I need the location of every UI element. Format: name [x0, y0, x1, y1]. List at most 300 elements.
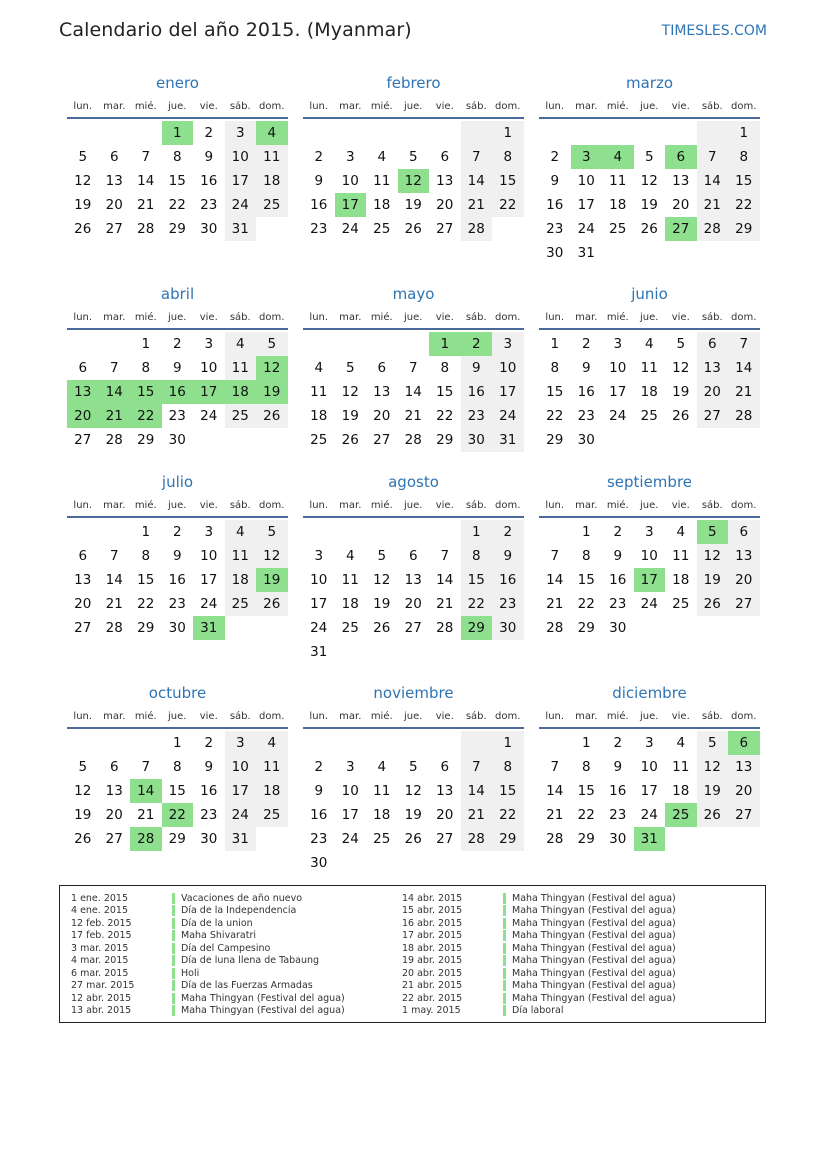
- legend-row: [391, 955, 676, 968]
- day-cell: 14: [697, 169, 729, 193]
- empty-cell: [728, 428, 760, 452]
- weekday-label: sáb.: [701, 710, 723, 722]
- weekday-header: [539, 494, 760, 516]
- month-noviembre: [303, 683, 524, 875]
- empty-cell: [665, 616, 697, 640]
- header-rule: [539, 328, 760, 330]
- day-cell: 21: [137, 807, 155, 823]
- day-cell: 5: [78, 149, 88, 165]
- day-cell: 17: [492, 380, 524, 404]
- day-cell: 28: [404, 432, 422, 448]
- day-cell: 15: [546, 384, 564, 400]
- empty-cell: [539, 731, 571, 755]
- day-cell: 29: [492, 827, 524, 851]
- day-cell: 25: [256, 803, 288, 827]
- legend-color-bar: [172, 1005, 175, 1016]
- day-cell: 7: [461, 755, 493, 779]
- day-cell: 2: [204, 125, 214, 141]
- day-cell: 23: [310, 831, 328, 847]
- empty-cell: [335, 851, 367, 875]
- month-name: abril: [160, 285, 195, 303]
- legend-date: 14 abr. 2015: [402, 892, 463, 904]
- month-name: octubre: [148, 684, 207, 702]
- weekday-label: mié.: [606, 499, 629, 511]
- day-cell: 17: [310, 596, 328, 612]
- weekday-label: mar.: [103, 311, 126, 323]
- legend-color-bar: [172, 955, 175, 966]
- day-cell: 4: [676, 524, 686, 540]
- holiday-day: 14: [130, 779, 162, 803]
- holiday-day: 14: [99, 380, 131, 404]
- day-cell: 8: [141, 360, 151, 376]
- weekday-header: [303, 306, 524, 328]
- day-cell: 22: [492, 193, 524, 217]
- legend-row: [60, 905, 345, 918]
- day-cell: 6: [377, 360, 387, 376]
- empty-cell: [665, 241, 697, 265]
- legend-date: 3 mar. 2015: [71, 942, 129, 954]
- empty-cell: [697, 121, 729, 145]
- holiday-day: 1: [162, 121, 194, 145]
- day-cell: 27: [728, 803, 760, 827]
- month-name: noviembre: [373, 684, 454, 702]
- day-cell: 8: [440, 360, 450, 376]
- day-grid: [67, 520, 288, 640]
- weekday-label: dom.: [731, 311, 757, 323]
- day-cell: 26: [373, 620, 391, 636]
- day-cell: 30: [168, 432, 186, 448]
- day-cell: 3: [314, 548, 324, 564]
- weekday-label: mié.: [134, 499, 157, 511]
- day-cell: 6: [408, 548, 418, 564]
- day-cell: 31: [577, 245, 595, 261]
- day-cell: 24: [225, 803, 257, 827]
- day-cell: 4: [225, 520, 257, 544]
- day-cell: 30: [461, 428, 493, 452]
- month-name: mayo: [392, 285, 435, 303]
- day-cell: 28: [546, 620, 564, 636]
- holiday-day: 13: [67, 380, 99, 404]
- day-cell: 9: [613, 548, 623, 564]
- weekday-label: dom.: [731, 499, 757, 511]
- weekday-label: dom.: [495, 311, 521, 323]
- empty-cell: [492, 217, 524, 241]
- day-cell: 4: [377, 759, 387, 775]
- empty-cell: [130, 121, 162, 145]
- day-cell: 10: [577, 173, 595, 189]
- empty-cell: [67, 121, 99, 145]
- legend-color-bar: [503, 930, 506, 941]
- day-cell: 5: [377, 548, 387, 564]
- day-cell: 5: [697, 731, 729, 755]
- day-cell: 1: [141, 336, 151, 352]
- day-cell: 24: [225, 193, 257, 217]
- holiday-day: 31: [634, 827, 666, 851]
- day-cell: 3: [204, 336, 214, 352]
- day-cell: 13: [373, 384, 391, 400]
- header-rule: [539, 117, 760, 119]
- legend-date: 1 may. 2015: [402, 1005, 461, 1017]
- empty-cell: [335, 520, 367, 544]
- day-cell: 16: [461, 380, 493, 404]
- legend-row: [391, 967, 676, 980]
- day-cell: 30: [609, 831, 627, 847]
- day-cell: 28: [436, 620, 454, 636]
- day-cell: 8: [492, 755, 524, 779]
- day-grid: [303, 332, 524, 452]
- day-cell: 13: [74, 572, 92, 588]
- weekday-label: mié.: [370, 710, 393, 722]
- day-cell: 17: [225, 779, 257, 803]
- day-cell: 14: [461, 169, 493, 193]
- day-cell: 1: [461, 520, 493, 544]
- month-septiembre: [539, 472, 760, 640]
- day-cell: 8: [141, 548, 151, 564]
- empty-cell: [256, 616, 288, 640]
- day-cell: 26: [640, 221, 658, 237]
- month-agosto: [303, 472, 524, 664]
- empty-cell: [303, 121, 335, 145]
- day-cell: 14: [728, 356, 760, 380]
- weekday-label: mié.: [134, 311, 157, 323]
- empty-cell: [366, 121, 398, 145]
- day-cell: 3: [644, 735, 654, 751]
- month-enero: [67, 73, 288, 241]
- day-cell: 2: [172, 336, 182, 352]
- day-cell: 28: [137, 221, 155, 237]
- month-marzo: [539, 73, 760, 265]
- day-cell: 2: [613, 524, 623, 540]
- legend-color-bar: [503, 905, 506, 916]
- legend-date: 19 abr. 2015: [402, 955, 463, 967]
- legend-row: [391, 992, 676, 1005]
- day-cell: 29: [577, 831, 595, 847]
- day-cell: 3: [225, 121, 257, 145]
- empty-cell: [225, 616, 257, 640]
- month-octubre: [67, 683, 288, 851]
- holiday-day: 29: [461, 616, 493, 640]
- day-cell: 18: [225, 568, 257, 592]
- day-cell: 22: [577, 596, 595, 612]
- day-cell: 13: [728, 544, 760, 568]
- empty-cell: [366, 731, 398, 755]
- legend-date: 12 abr. 2015: [71, 992, 132, 1004]
- day-cell: 5: [676, 336, 686, 352]
- legend-row: [60, 930, 345, 943]
- weekday-header: [303, 705, 524, 727]
- day-grid: [67, 731, 288, 851]
- day-cell: 12: [697, 755, 729, 779]
- day-cell: 31: [225, 217, 257, 241]
- day-cell: 29: [137, 620, 155, 636]
- day-cell: 1: [492, 731, 524, 755]
- day-cell: 15: [168, 783, 186, 799]
- day-cell: 5: [345, 360, 355, 376]
- day-cell: 9: [550, 173, 560, 189]
- holiday-day: 1: [429, 332, 461, 356]
- day-cell: 4: [377, 149, 387, 165]
- day-cell: 26: [74, 831, 92, 847]
- weekday-label: jue.: [168, 499, 187, 511]
- holiday-day: 22: [130, 404, 162, 428]
- day-cell: 8: [581, 548, 591, 564]
- day-cell: 16: [200, 783, 218, 799]
- empty-cell: [602, 121, 634, 145]
- day-cell: 16: [577, 384, 595, 400]
- day-cell: 13: [728, 755, 760, 779]
- day-cell: 15: [492, 169, 524, 193]
- weekday-label: mar.: [339, 499, 362, 511]
- day-cell: 7: [408, 360, 418, 376]
- weekday-label: mar.: [339, 710, 362, 722]
- weekday-label: sáb.: [465, 499, 487, 511]
- day-cell: 19: [697, 779, 729, 803]
- weekday-label: mié.: [606, 710, 629, 722]
- day-cell: 20: [436, 807, 454, 823]
- empty-cell: [335, 332, 367, 356]
- empty-cell: [634, 241, 666, 265]
- day-cell: 10: [225, 755, 257, 779]
- day-cell: 12: [697, 544, 729, 568]
- day-cell: 15: [436, 384, 454, 400]
- day-cell: 14: [436, 572, 454, 588]
- day-cell: 3: [204, 524, 214, 540]
- legend-holiday-name: Maha Thingyan (Festival del agua): [512, 992, 676, 1004]
- day-cell: 19: [74, 807, 92, 823]
- legend-color-bar: [172, 993, 175, 1004]
- day-cell: 12: [74, 783, 92, 799]
- day-cell: 23: [200, 807, 218, 823]
- weekday-label: mar.: [103, 499, 126, 511]
- holiday-day: 15: [130, 380, 162, 404]
- day-cell: 29: [168, 831, 186, 847]
- holiday-day: 18: [225, 380, 257, 404]
- day-cell: 2: [172, 524, 182, 540]
- weekday-label: jue.: [640, 499, 659, 511]
- day-cell: 13: [105, 173, 123, 189]
- day-cell: 6: [109, 759, 119, 775]
- day-cell: 16: [609, 783, 627, 799]
- weekday-label: jue.: [404, 710, 423, 722]
- day-cell: 4: [314, 360, 324, 376]
- day-cell: 5: [78, 759, 88, 775]
- holiday-day: 22: [162, 803, 194, 827]
- day-cell: 20: [728, 779, 760, 803]
- weekday-label: mar.: [339, 311, 362, 323]
- holiday-day: 17: [193, 380, 225, 404]
- legend-color-bar: [503, 980, 506, 991]
- day-cell: 27: [105, 221, 123, 237]
- empty-cell: [256, 217, 288, 241]
- page-title: Calendario del año 2015. (Myanmar): [59, 19, 412, 41]
- legend-holiday-name: Día del Campesino: [181, 942, 271, 954]
- empty-cell: [366, 640, 398, 664]
- day-cell: 17: [200, 572, 218, 588]
- day-cell: 24: [310, 620, 328, 636]
- legend-date: 15 abr. 2015: [402, 905, 463, 917]
- weekday-label: mié.: [370, 311, 393, 323]
- day-cell: 1: [581, 735, 591, 751]
- day-cell: 21: [546, 807, 564, 823]
- day-cell: 31: [225, 827, 257, 851]
- weekday-label: jue.: [168, 100, 187, 112]
- month-febrero: [303, 73, 524, 241]
- day-cell: 30: [609, 620, 627, 636]
- day-cell: 4: [256, 731, 288, 755]
- day-cell: 19: [341, 408, 359, 424]
- day-cell: 29: [546, 432, 564, 448]
- day-cell: 3: [492, 332, 524, 356]
- day-cell: 9: [314, 173, 324, 189]
- day-cell: 26: [672, 408, 690, 424]
- day-cell: 6: [728, 520, 760, 544]
- month-name: junio: [631, 285, 668, 303]
- legend-date: 22 abr. 2015: [402, 992, 463, 1004]
- holiday-day: 5: [697, 520, 729, 544]
- day-cell: 9: [613, 759, 623, 775]
- day-cell: 14: [546, 783, 564, 799]
- weekday-label: mié.: [134, 100, 157, 112]
- day-cell: 7: [109, 360, 119, 376]
- legend-color-bar: [172, 918, 175, 929]
- empty-cell: [335, 640, 367, 664]
- day-cell: 16: [609, 572, 627, 588]
- weekday-label: jue.: [168, 311, 187, 323]
- day-cell: 22: [728, 193, 760, 217]
- legend-holiday-name: Maha Thingyan (Festival del agua): [512, 930, 676, 942]
- weekday-label: mar.: [575, 499, 598, 511]
- legend-color-bar: [172, 980, 175, 991]
- weekday-label: lun.: [309, 499, 329, 511]
- weekday-header: [67, 306, 288, 328]
- day-cell: 25: [672, 596, 690, 612]
- day-cell: 11: [225, 356, 257, 380]
- weekday-label: dom.: [731, 710, 757, 722]
- day-cell: 7: [550, 548, 560, 564]
- day-cell: 2: [550, 149, 560, 165]
- day-cell: 19: [74, 197, 92, 213]
- empty-cell: [429, 520, 461, 544]
- day-cell: 6: [440, 149, 450, 165]
- holiday-day: 12: [398, 169, 430, 193]
- legend-holiday-name: Maha Thingyan (Festival del agua): [512, 942, 676, 954]
- day-cell: 24: [577, 221, 595, 237]
- day-cell: 26: [404, 221, 422, 237]
- weekday-label: mié.: [370, 100, 393, 112]
- day-cell: 18: [373, 807, 391, 823]
- day-cell: 6: [78, 360, 88, 376]
- empty-cell: [461, 121, 493, 145]
- legend-holiday-name: Día de la Independencia: [181, 905, 297, 917]
- day-cell: 17: [609, 384, 627, 400]
- day-cell: 19: [672, 384, 690, 400]
- weekday-label: vie.: [199, 100, 218, 112]
- legend-holiday-name: Día de las Fuerzas Armadas: [181, 980, 313, 992]
- day-cell: 10: [640, 759, 658, 775]
- legend-date: 12 feb. 2015: [71, 917, 132, 929]
- day-cell: 10: [200, 360, 218, 376]
- header-rule: [539, 516, 760, 518]
- day-cell: 20: [436, 197, 454, 213]
- day-cell: 16: [200, 173, 218, 189]
- day-cell: 28: [105, 620, 123, 636]
- day-cell: 25: [373, 831, 391, 847]
- weekday-label: jue.: [640, 311, 659, 323]
- day-cell: 18: [373, 197, 391, 213]
- day-cell: 11: [672, 759, 690, 775]
- day-cell: 24: [492, 404, 524, 428]
- day-cell: 11: [640, 360, 658, 376]
- day-cell: 27: [436, 831, 454, 847]
- day-cell: 22: [461, 592, 493, 616]
- day-cell: 9: [492, 544, 524, 568]
- month-diciembre: [539, 683, 760, 851]
- empty-cell: [728, 241, 760, 265]
- day-cell: 6: [697, 332, 729, 356]
- empty-cell: [539, 520, 571, 544]
- legend-color-bar: [503, 1005, 506, 1016]
- day-grid: [539, 520, 760, 640]
- legend-row: [391, 980, 676, 993]
- header-rule: [303, 117, 524, 119]
- empty-cell: [665, 428, 697, 452]
- day-cell: 20: [404, 596, 422, 612]
- day-cell: 27: [404, 620, 422, 636]
- day-cell: 13: [672, 173, 690, 189]
- day-cell: 26: [341, 432, 359, 448]
- weekday-header: [539, 95, 760, 117]
- empty-cell: [492, 851, 524, 875]
- legend-color-bar: [172, 943, 175, 954]
- empty-cell: [571, 121, 603, 145]
- weekday-label: lun.: [309, 100, 329, 112]
- day-cell: 10: [341, 783, 359, 799]
- day-cell: 31: [310, 644, 328, 660]
- empty-cell: [67, 332, 99, 356]
- legend-color-bar: [503, 893, 506, 904]
- holiday-day: 17: [335, 193, 367, 217]
- day-cell: 28: [461, 827, 493, 851]
- day-grid: [303, 520, 524, 664]
- weekday-label: lun.: [73, 100, 93, 112]
- legend-date: 16 abr. 2015: [402, 917, 463, 929]
- weekday-label: lun.: [545, 100, 565, 112]
- day-cell: 30: [546, 245, 564, 261]
- day-cell: 28: [728, 404, 760, 428]
- legend-date: 4 mar. 2015: [71, 955, 129, 967]
- site-link[interactable]: TIMESLES.COM: [661, 23, 767, 39]
- day-cell: 29: [168, 221, 186, 237]
- day-cell: 3: [345, 759, 355, 775]
- header-rule: [539, 727, 760, 729]
- day-cell: 5: [256, 520, 288, 544]
- legend-row: [391, 905, 676, 918]
- legend-holiday-name: Vacaciones de año nuevo: [181, 892, 303, 904]
- legend-color-bar: [172, 930, 175, 941]
- empty-cell: [728, 827, 760, 851]
- day-cell: 10: [640, 548, 658, 564]
- day-cell: 5: [408, 759, 418, 775]
- day-cell: 16: [310, 197, 328, 213]
- month-name: enero: [156, 74, 199, 92]
- day-grid: [303, 121, 524, 241]
- holiday-day: 27: [665, 217, 697, 241]
- holiday-day: 4: [256, 121, 288, 145]
- day-cell: 7: [141, 759, 151, 775]
- holiday-day: 6: [728, 731, 760, 755]
- weekday-label: mar.: [103, 710, 126, 722]
- weekday-label: lun.: [309, 710, 329, 722]
